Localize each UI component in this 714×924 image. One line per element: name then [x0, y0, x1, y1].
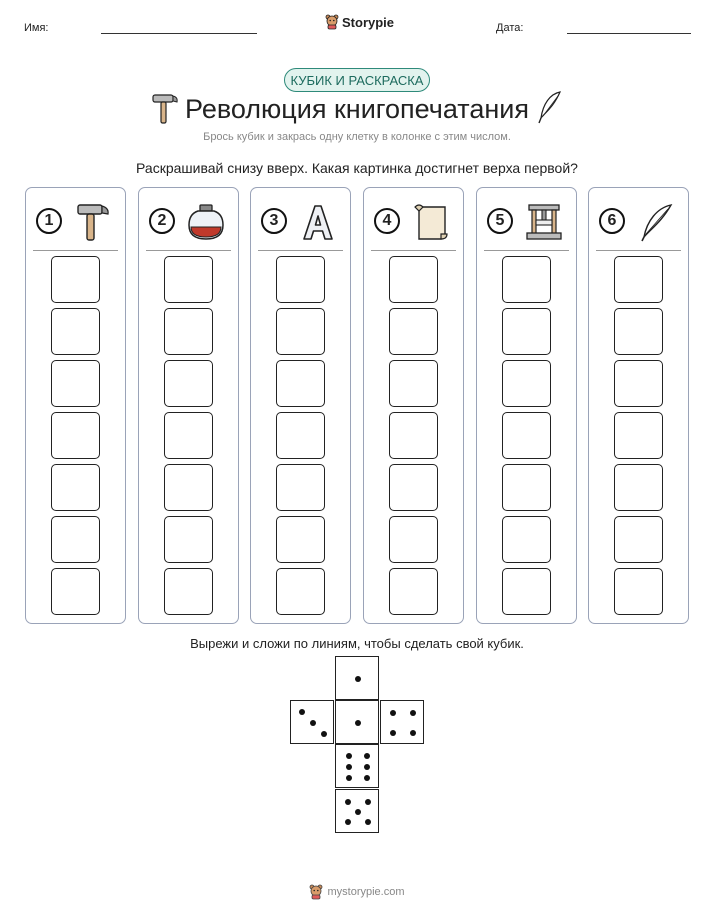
dice-column-6 — [588, 187, 689, 624]
coloring-cell[interactable] — [164, 360, 213, 407]
logo-text: Storypie — [342, 14, 395, 30]
coloring-cell[interactable] — [164, 516, 213, 563]
coloring-cell[interactable] — [164, 256, 213, 303]
coloring-cell[interactable] — [51, 568, 100, 615]
column-number: 4 — [374, 208, 400, 234]
die-pip — [365, 819, 371, 825]
coloring-cells — [389, 256, 438, 620]
die-pip — [346, 775, 352, 781]
die-face-bottom — [335, 789, 379, 833]
die-pip — [299, 709, 305, 715]
coloring-cell[interactable] — [614, 464, 663, 511]
column-divider — [258, 250, 343, 251]
coloring-cell[interactable] — [614, 308, 663, 355]
coloring-instruction: Раскрашивай снизу вверх. Какая картинка достигнет верха первой? — [136, 160, 578, 176]
coloring-cell[interactable] — [164, 412, 213, 459]
coloring-cell[interactable] — [276, 412, 325, 459]
coloring-cell[interactable] — [502, 412, 551, 459]
coloring-cell[interactable] — [614, 256, 663, 303]
date-line — [567, 33, 691, 34]
letter-a-icon — [297, 201, 339, 243]
coloring-cell[interactable] — [389, 360, 438, 407]
coloring-cell[interactable] — [389, 516, 438, 563]
die-pip — [355, 809, 361, 815]
coloring-cell[interactable] — [502, 464, 551, 511]
coloring-cell[interactable] — [276, 516, 325, 563]
coloring-cell[interactable] — [51, 464, 100, 511]
worksheet-header — [0, 14, 714, 40]
coloring-cells — [164, 256, 213, 620]
coloring-cell[interactable] — [164, 464, 213, 511]
coloring-cell[interactable] — [389, 308, 438, 355]
column-number: 3 — [261, 208, 287, 234]
activity-tag: КУБИК И РАСКРАСКА — [284, 68, 430, 92]
die-pip — [410, 710, 416, 716]
dice-column-4 — [363, 187, 464, 624]
coloring-cell[interactable] — [276, 464, 325, 511]
die-pip — [364, 764, 370, 770]
die-pip — [345, 819, 351, 825]
die-face-lower — [335, 744, 379, 788]
coloring-cell[interactable] — [164, 308, 213, 355]
coloring-cell[interactable] — [276, 308, 325, 355]
footer-url: mystorypie.com — [327, 886, 405, 898]
coloring-cells — [276, 256, 325, 620]
dice-column-5 — [476, 187, 577, 624]
column-number: 6 — [599, 208, 625, 234]
die-pip — [410, 730, 416, 736]
column-divider — [371, 250, 456, 251]
bear-mascot-icon — [309, 884, 323, 900]
coloring-cell[interactable] — [164, 568, 213, 615]
die-face-right — [380, 700, 424, 744]
coloring-cell[interactable] — [276, 568, 325, 615]
die-pip — [346, 753, 352, 759]
name-line — [101, 33, 257, 34]
coloring-cell[interactable] — [614, 568, 663, 615]
quill-icon — [635, 201, 677, 243]
coloring-cell[interactable] — [276, 360, 325, 407]
die-pip — [364, 753, 370, 759]
coloring-cell[interactable] — [502, 360, 551, 407]
coloring-cell[interactable] — [51, 308, 100, 355]
quill-icon — [536, 90, 564, 124]
date-label: Дата: — [496, 22, 524, 34]
die-pip — [355, 720, 361, 726]
coloring-cell[interactable] — [389, 568, 438, 615]
die-face-left — [290, 700, 334, 744]
dice-column-1 — [25, 187, 126, 624]
column-divider — [33, 250, 118, 251]
die-pip — [355, 676, 361, 682]
dice-column-2 — [138, 187, 239, 624]
hammer-icon — [72, 201, 114, 243]
column-number: 1 — [36, 208, 62, 234]
die-pip — [365, 799, 371, 805]
dice-column-3 — [250, 187, 351, 624]
coloring-cell[interactable] — [389, 412, 438, 459]
coloring-cell[interactable] — [502, 256, 551, 303]
coloring-cells — [51, 256, 100, 620]
column-divider — [596, 250, 681, 251]
coloring-cell[interactable] — [51, 256, 100, 303]
die-face-center — [335, 700, 379, 744]
column-number: 2 — [149, 208, 175, 234]
coloring-cells — [614, 256, 663, 620]
column-divider — [484, 250, 569, 251]
bear-mascot-icon — [325, 14, 339, 30]
die-pip — [310, 720, 316, 726]
column-number: 5 — [487, 208, 513, 234]
storypie-logo — [325, 14, 394, 30]
coloring-cell[interactable] — [502, 308, 551, 355]
die-pip — [345, 799, 351, 805]
page-title: Революция книгопечатания — [185, 94, 529, 124]
name-label: Имя: — [24, 22, 49, 34]
scroll-icon — [410, 201, 452, 243]
die-pip — [364, 775, 370, 781]
coloring-cell[interactable] — [614, 360, 663, 407]
printing-press-icon — [523, 201, 565, 243]
coloring-cell[interactable] — [389, 256, 438, 303]
footer — [0, 884, 714, 900]
ink-bottle-icon — [185, 201, 227, 243]
cut-instruction: Вырежи и сложи по линиям, чтобы сделать свой кубик. — [190, 636, 524, 651]
die-pip — [346, 764, 352, 770]
die-pip — [390, 710, 396, 716]
coloring-cell[interactable] — [51, 360, 100, 407]
die-pip — [321, 731, 327, 737]
die-pip — [390, 730, 396, 736]
coloring-cell[interactable] — [51, 516, 100, 563]
coloring-cell[interactable] — [502, 516, 551, 563]
die-face-top — [335, 656, 379, 700]
coloring-cell[interactable] — [614, 516, 663, 563]
coloring-cell[interactable] — [276, 256, 325, 303]
page-subtitle: Брось кубик и закрась одну клетку в колонке с этим числом. — [203, 131, 511, 143]
column-divider — [146, 250, 231, 251]
coloring-cells — [502, 256, 551, 620]
coloring-cell[interactable] — [614, 412, 663, 459]
coloring-cell[interactable] — [389, 464, 438, 511]
coloring-cell[interactable] — [502, 568, 551, 615]
coloring-cell[interactable] — [51, 412, 100, 459]
